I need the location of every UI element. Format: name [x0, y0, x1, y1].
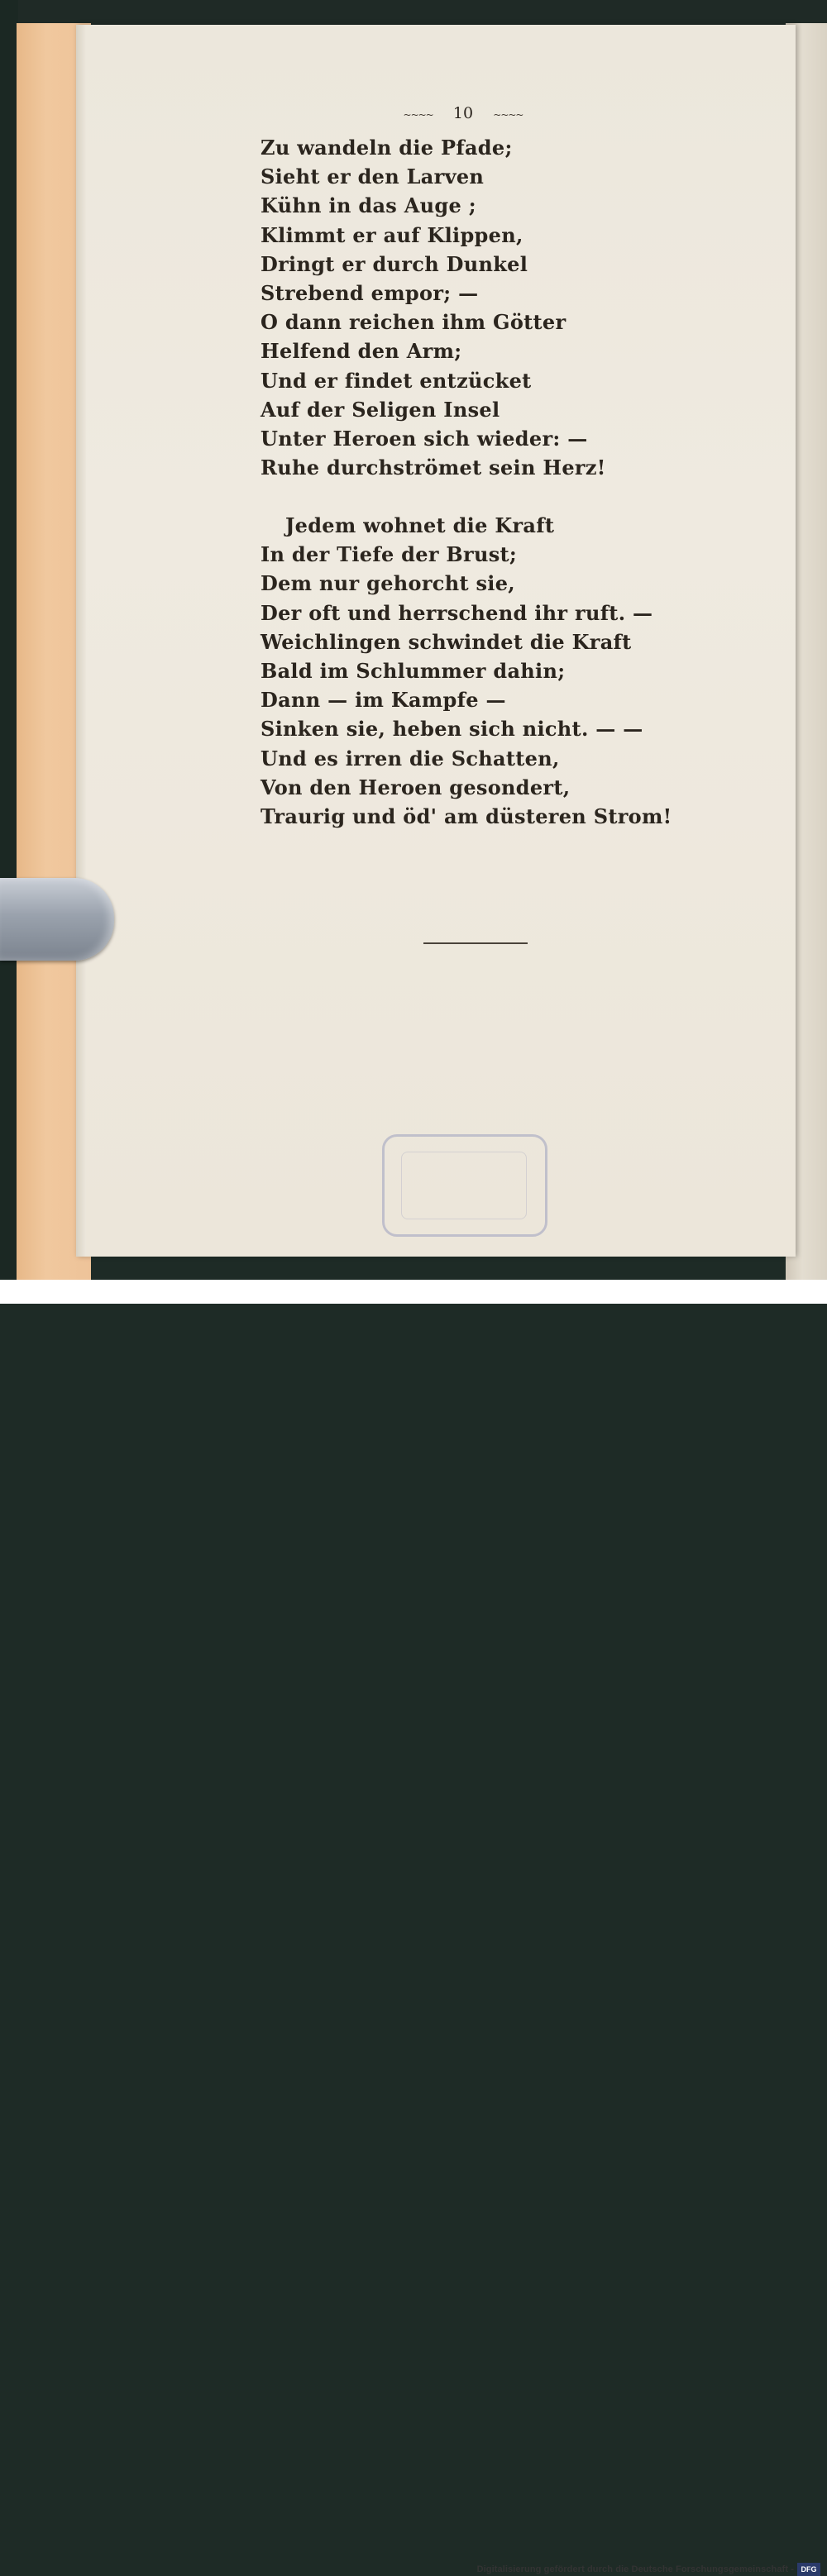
poem-line: Dann — im Kampfe —	[261, 688, 506, 713]
poem-line: Traurig und öd' am düsteren Strom!	[261, 804, 672, 828]
poem-line: Jedem wohnet die Kraft	[285, 513, 555, 537]
poem-line: Klimmt er auf Klippen,	[261, 222, 523, 247]
poem-line: Strebend empor; —	[261, 280, 479, 305]
poem-line: Auf der Seligen Insel	[261, 397, 500, 422]
header-ornament-left: ~~~~	[403, 109, 433, 121]
footer-bar	[0, 1280, 827, 2574]
poem-line: In der Tiefe der Brust;	[261, 542, 518, 567]
scanner-background-left	[0, 0, 18, 1281]
header-ornament-right: ~~~~	[493, 109, 523, 121]
poem-line: Sinken sie, heben sich nicht. — —	[261, 717, 643, 742]
poem-line: Ruhe durchströmet sein Herz!	[261, 456, 606, 480]
poem-stanza-2	[261, 511, 672, 831]
page-clip-holder	[0, 878, 114, 961]
digitization-credit: Digitalisierung gefördert durch die Deutsche Forschungsgemeinschaft -	[476, 2564, 794, 2574]
poem-line: Zu wandeln die Pfade;	[261, 136, 513, 160]
poem-line: Und er findet entzücket	[261, 368, 532, 393]
end-divider-rule	[423, 942, 528, 944]
poem-line: Bald im Schlummer dahin;	[261, 658, 566, 683]
page-number: 10	[452, 104, 474, 122]
dfg-logo: DFG	[797, 2563, 820, 2576]
poem-line: Dem nur gehorcht sie,	[261, 571, 515, 596]
poem-line: Helfend den Arm;	[261, 339, 462, 364]
poem-line: O dann reichen ihm Götter	[261, 310, 566, 335]
poem-line: Von den Heroen gesondert,	[261, 775, 571, 799]
poem-line: Sieht er den Larven	[261, 165, 485, 189]
library-stamp	[382, 1134, 547, 1237]
poem-line: Und es irren die Schatten,	[261, 746, 560, 770]
poem-line: Der oft und herrschend ihr ruft. —	[261, 600, 653, 625]
scanner-background-top	[0, 0, 827, 25]
poem-line: Weichlingen schwindet die Kraft	[261, 629, 632, 654]
poem-line: Dringt er durch Dunkel	[261, 251, 528, 276]
library-stamp-inner	[401, 1152, 527, 1219]
page-gutter-shadow	[76, 25, 86, 1257]
page-header	[389, 104, 538, 122]
poem-line: Kühn in das Auge ;	[261, 193, 476, 218]
poem-line: Unter Heroen sich wieder: —	[261, 426, 588, 451]
poem-stanza-1	[261, 133, 606, 482]
